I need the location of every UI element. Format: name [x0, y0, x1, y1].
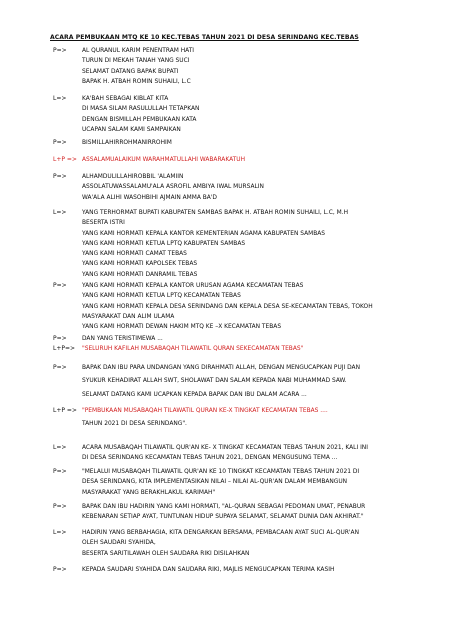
- speaker-label: P=>: [53, 139, 67, 146]
- script-line: "SELURUH KAFILAH MUSABAQAH TILAWATIL QURAN SEKECAMATAN TEBAS": [82, 346, 304, 352]
- block-lines: [82, 565, 422, 575]
- script-line: BESERTA ISTRI: [82, 220, 125, 227]
- block-lines: [82, 406, 422, 430]
- block-lines: [82, 443, 422, 464]
- speaker-label: L+P =>: [53, 407, 77, 414]
- block-lines: [82, 46, 422, 87]
- script-line: SYUKUR KEHADIRAT ALLAH SWT, SHOLAWAT DAN SALAM KEPADA NABI MUHAMMAD SAW.: [82, 378, 347, 385]
- script-line: YANG KAMI HORMATI CAMAT TEBAS: [82, 251, 187, 258]
- script-line: BESERTA SARITILAWAH OLEH SAUDARA RIKI DISILAHKAN: [82, 550, 250, 557]
- script-line: KA'BAH SEBAGAI KIBLAT KITA: [82, 96, 169, 102]
- script-line: DESA SERINDANG, KITA IMPLEMENTASIKAN NILAI – NILAI AL-QUR'AN DALAM MEMBANGUN: [82, 479, 348, 486]
- script-line: YANG TERHORMAT BUPATI KABUPATEN SAMBAS BAPAK H. ATBAH ROMIN SUHAILI, L.C, M.H: [82, 210, 349, 216]
- script-line: "MELALUI MUSABAQAH TILAWATIL QUR'AN KE 10 TINGKAT KECAMATAN TEBAS TAHUN 2021 DI: [82, 469, 360, 475]
- block-lines: [82, 172, 422, 203]
- script-line: "PEMBUKAAN MUSABAQAH TILAWATIL QURAN KE-X TINGKAT KECAMATAN TEBAS ....: [82, 408, 328, 414]
- speaker-label: L+P =>: [53, 156, 77, 163]
- script-line: DENGAN BISMILLAH PEMBUKAAN KATA: [82, 116, 197, 123]
- script-line: DI DESA SERINDANG KECAMATAN TEBAS TAHUN 2021, DENGAN MENGUSUNG TEMA ...: [82, 455, 338, 462]
- script-line: BAPAK H. ATBAH ROMIN SUHAILI, L.C: [82, 78, 191, 85]
- script-line: BAPAK DAN IBU HADIRIN YANG KAMI HORMATI, "AL-QURAN SEBAGAI PEDOMAN UMAT, PENABUR: [82, 504, 366, 510]
- script-line: YANG KAMI HORMATI KETUA LPTQ KABUPATEN SAMBAS: [82, 240, 246, 247]
- block-lines: [82, 155, 422, 165]
- script-line: AL QURANUL KARIM PENENTRAM HATI: [82, 48, 195, 54]
- speaker-label: P=>: [53, 47, 67, 54]
- speaker-label: P=>: [53, 335, 67, 342]
- script-line: YANG KAMI HORMATI DANRAMIL TEBAS: [82, 271, 198, 278]
- speaker-label: P=>: [53, 282, 67, 289]
- speaker-label: P=>: [53, 566, 67, 573]
- script-line: OLEH SAUDARI SYAHIDA,: [82, 540, 156, 547]
- script-line: MASYARAKAT DAN ALIM ULAMA: [82, 313, 175, 320]
- script-line: SELAMAT DATANG KAMI UCAPKAN KEPADA BAPAK DAN IBU DALAM ACARA ...: [82, 391, 307, 398]
- block-lines: [82, 94, 422, 135]
- block-lines: [82, 138, 422, 148]
- speaker-label: L=>: [53, 95, 67, 102]
- page-title: ACARA PEMBUKAAN MTQ KE 10 KEC.TEBAS TAHUN 2021 DI DESA SERINDANG KEC.TEBAS: [50, 34, 359, 41]
- block-lines: [82, 334, 422, 344]
- script-line: TAHUN 2021 DI DESA SERINDANG".: [82, 421, 187, 428]
- script-line: YANG KAMI HORMATI KEPALA KANTOR URUSAN AGAMA KECAMATAN TEBAS: [82, 283, 304, 289]
- script-line: YANG KAMI HORMATI KETUA LPTQ KECAMATAN TEBAS: [82, 293, 241, 300]
- speaker-label: L=>: [53, 529, 67, 536]
- block-lines: [82, 528, 422, 559]
- script-line: MASYARAKAT YANG BERAKHLAKUL KARIMAH": [82, 489, 216, 496]
- script-line: DAN YANG TERISTIMEWA ...: [82, 336, 163, 342]
- speaker-label: L=>: [53, 444, 67, 451]
- script-line: YANG KAMI HORMATI DEWAN HAKIM MTQ KE –X KECAMATAN TEBAS: [82, 324, 282, 331]
- script-line: ASSOLATUWASSALAMU'ALA ASROFIL AMBIYA IWAL MURSALIN: [82, 184, 264, 191]
- script-line: ALHAMDULILLAHIROBBIL 'ALAMIIN: [82, 174, 184, 180]
- script-line: DI MASA SILAM RASULULLAH TETAPKAN: [82, 106, 200, 113]
- script-line: WA'ALA ALIHI WASOHBIHI AJMAIN AMMA BA'D: [82, 194, 217, 201]
- script-line: BISMILLAHIRROHMANIRROHIM: [82, 140, 172, 146]
- speaker-label: P=>: [53, 503, 67, 510]
- block-lines: [82, 208, 422, 280]
- block-lines: [82, 502, 422, 523]
- script-line: YANG KAMI HORMATI KEPALA KANTOR KEMENTERIAN AGAMA KABUPATEN SAMBAS: [82, 230, 326, 237]
- script-line: KEBENARAN SETIAP AYAT, TUNTUNAN HIDUP SUPAYA SELAMAT, SELAMAT DUNIA DAN AKHIRAT.": [82, 514, 364, 521]
- block-lines: [82, 344, 422, 354]
- speaker-label: L+P=>: [53, 345, 76, 352]
- speaker-label: P=>: [53, 173, 67, 180]
- script-line: KEPADA SAUDARI SYAHIDA DAN SAUDARA RIKI, MAJLIS MENGUCAPKAN TERIMA KASIH: [82, 567, 335, 573]
- block-lines: [82, 467, 422, 498]
- script-line: ACARA MUSABAQAH TILAWATIL QUR'AN KE- X TINGKAT KECAMATAN TEBAS TAHUN 2021, KALI INI: [82, 445, 368, 451]
- script-line: TURUN DI MEKAH TANAH YANG SUCI: [82, 58, 190, 65]
- speaker-label: P=>: [53, 364, 67, 371]
- script-line: YANG KAMI HORMATI KEPALA DESA SERINDANG DAN KEPALA DESA SE-KECAMATAN TEBAS, TOKOH: [82, 303, 373, 310]
- script-line: YANG KAMI HORMATI KAPOLSEK TEBAS: [82, 261, 198, 268]
- block-lines: [82, 363, 422, 400]
- script-line: HADIRIN YANG BERBAHAGIA, KITA DENGARKAN BERSAMA, PEMBACAAN AYAT SUCI AL-QUR'AN: [82, 530, 359, 536]
- script-line: UCAPAN SALAM KAMI SAMPAIKAN: [82, 126, 181, 133]
- block-lines: [82, 281, 422, 332]
- script-line: SELAMAT DATANG BAPAK BUPATI: [82, 68, 179, 75]
- script-line: ASSALAMUALAIKUM WARAHMATULLAHI WABARAKATUH: [82, 157, 246, 163]
- speaker-label: L=>: [53, 209, 67, 216]
- script-line: BAPAK DAN IBU PARA UNDANGAN YANG DIRAHMATI ALLAH, DENGAN MENGUCAPKAN PUJI DAN: [82, 365, 360, 371]
- speaker-label: P=>: [53, 468, 67, 475]
